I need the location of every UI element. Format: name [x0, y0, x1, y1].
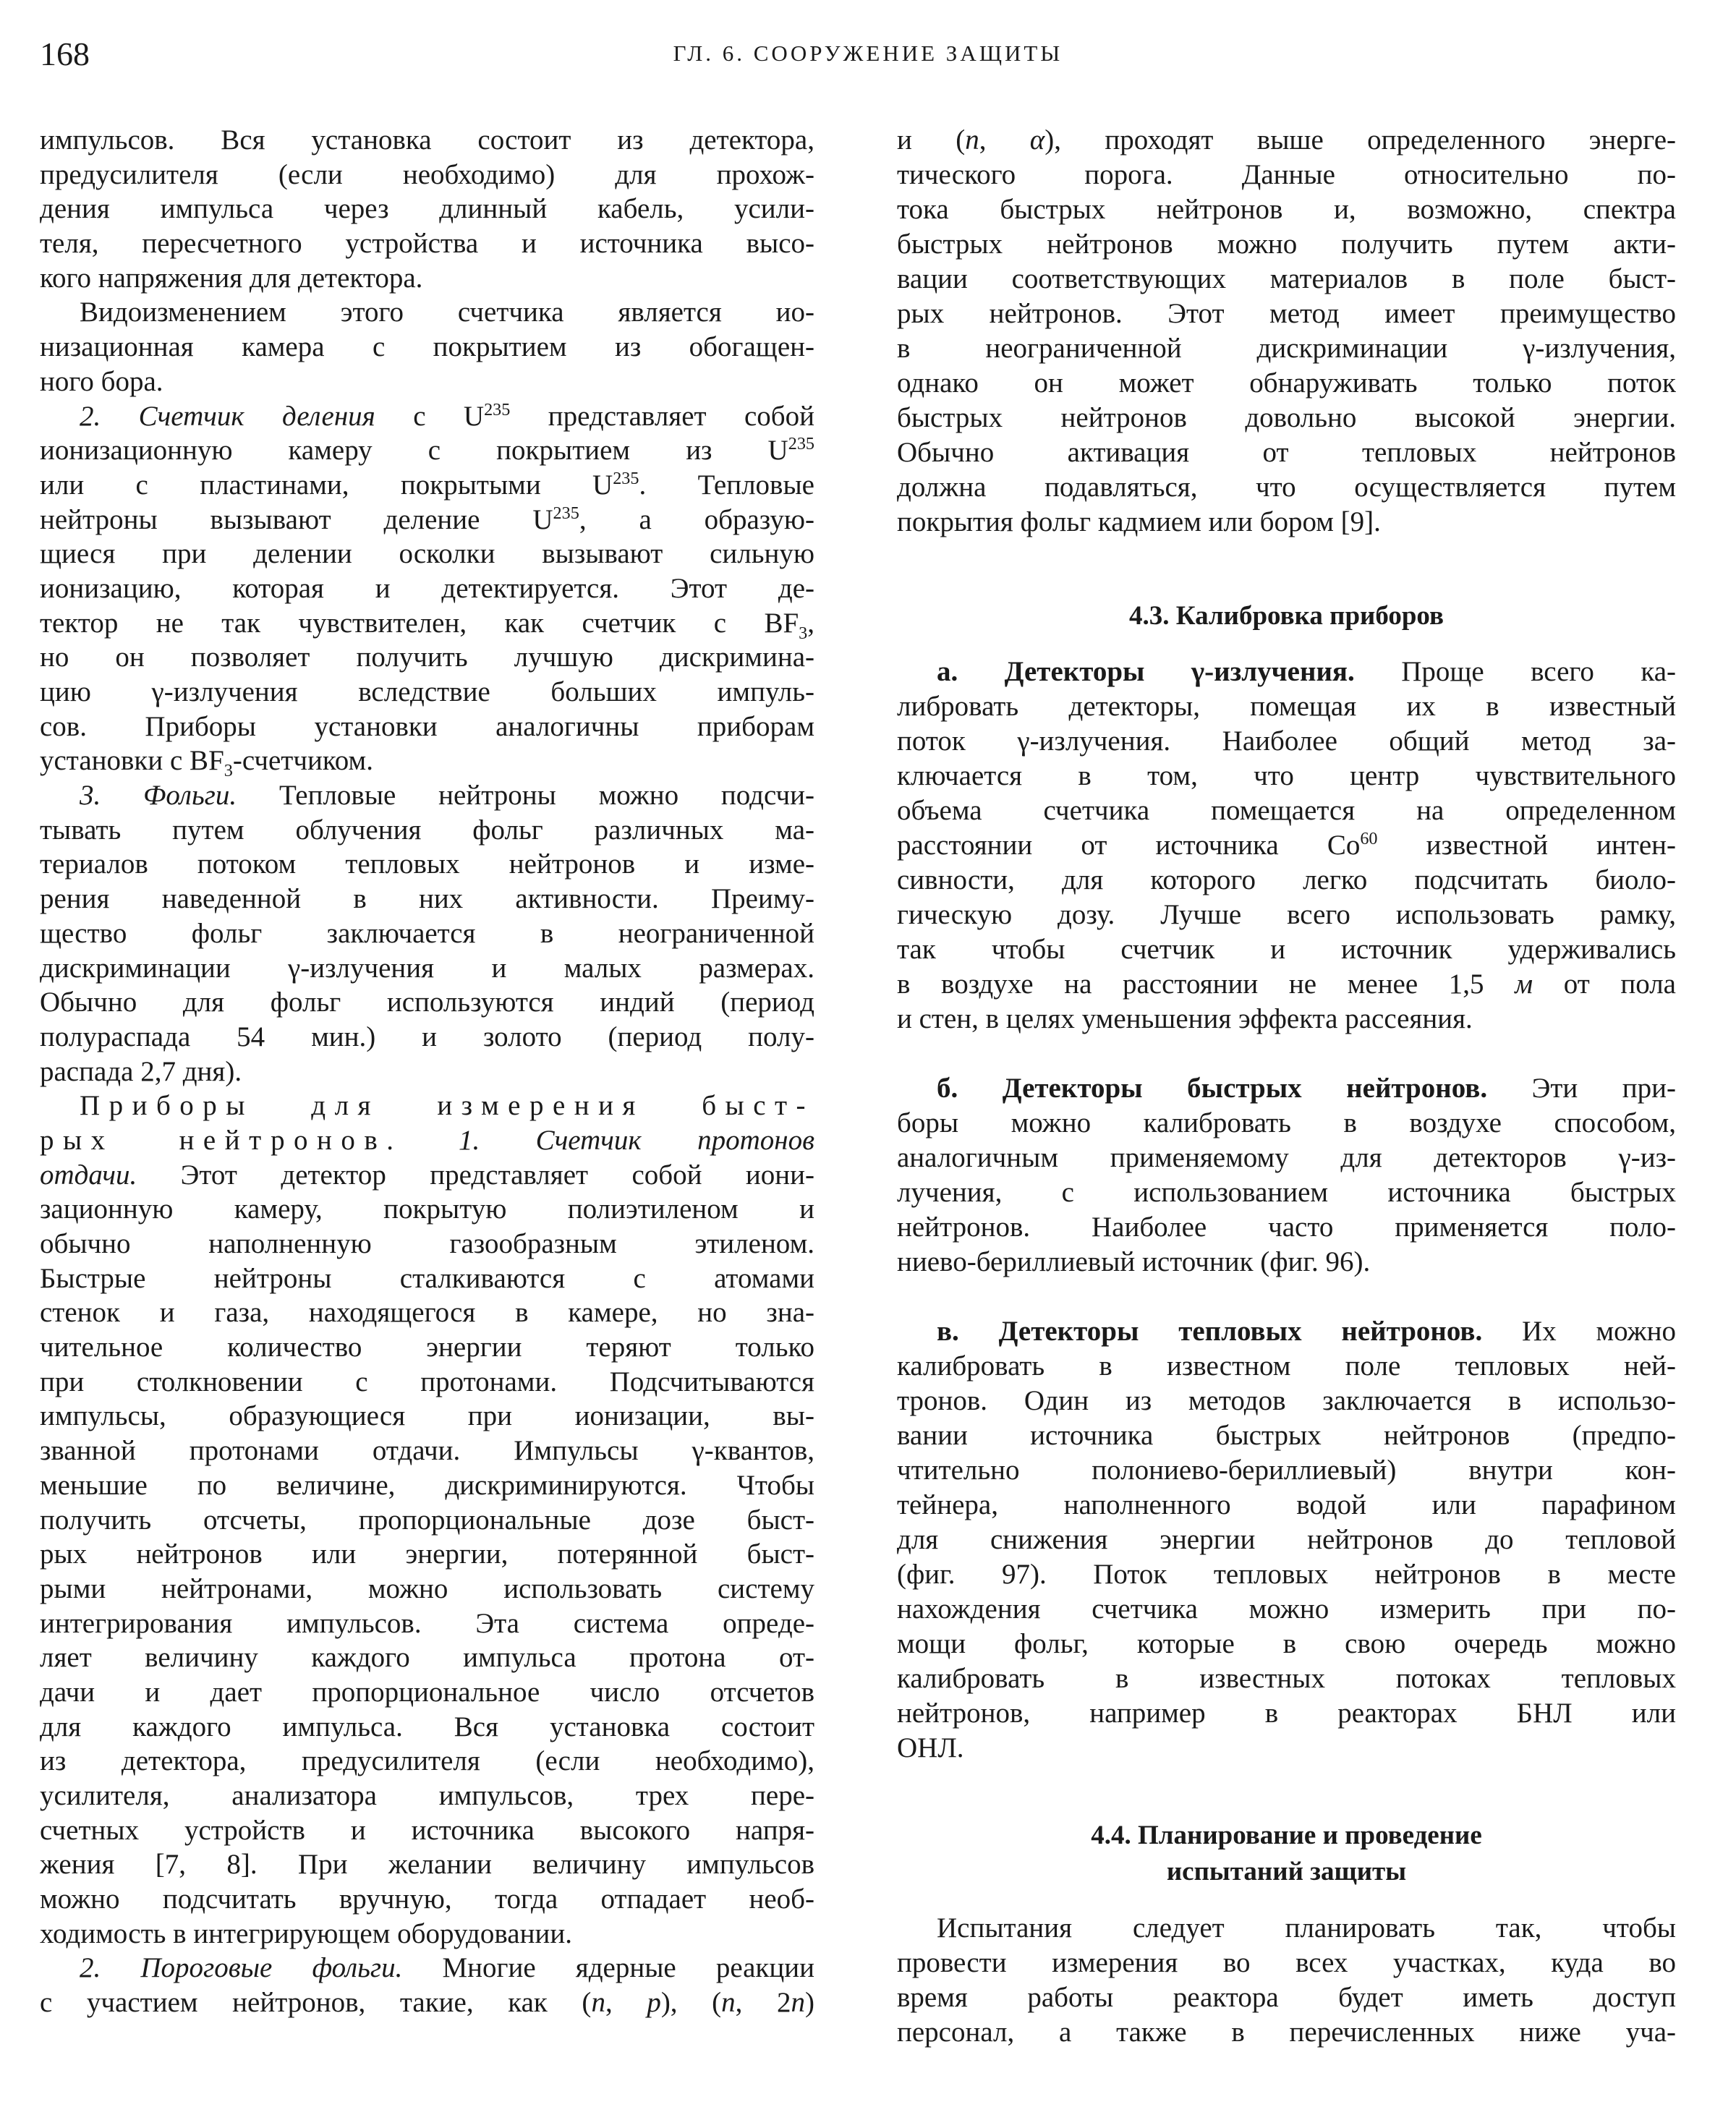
text-line — [40, 571, 814, 606]
text-segment: быстрых нейтронов довольно высокой энергии. — [897, 402, 1676, 433]
text-segment: можно подсчитать вручную, тогда отпадает необ- — [40, 1883, 814, 1915]
text-segment: Испытания следует планировать так, чтобы — [937, 1912, 1676, 1944]
section-heading-4-4-line1: 4.4. Планирование и проведение — [1091, 1821, 1482, 1850]
text-segment: Обычно для фольг используются индий (период — [40, 987, 814, 1018]
text-segment: 3 — [799, 623, 808, 641]
text-line — [40, 882, 814, 916]
text-line — [897, 1002, 1676, 1037]
text-line — [897, 1946, 1676, 1980]
text-segment: но он позволяет получить лучшую дискримина- — [40, 642, 814, 673]
text-segment: калибровать в известных потоках тепловых — [897, 1663, 1676, 1694]
text-line — [897, 470, 1676, 505]
text-segment: щество фольг заключается в неограниченной — [40, 917, 814, 949]
text-line — [40, 330, 814, 365]
text-segment: меньшие по величине, дискриминируются. Чтобы — [40, 1469, 814, 1501]
text-segment: вании источника быстрых нейтронов (предпо- — [897, 1420, 1676, 1451]
text-line — [40, 744, 814, 778]
text-line — [897, 1141, 1676, 1175]
right-paragraph-thermal-neutron-detectors — [897, 1314, 1676, 1766]
text-line — [40, 1330, 814, 1365]
text-line — [40, 710, 814, 744]
text-segment: щиеся при делении осколки вызывают сильную — [40, 538, 814, 570]
text-segment: от пола — [1533, 969, 1676, 1000]
text-segment: , — [979, 124, 1030, 156]
text-line — [40, 1985, 814, 2020]
text-segment: расстоянии от источника Co — [897, 830, 1361, 861]
text-line — [897, 1245, 1676, 1280]
text-segment: импульсов. Вся установка состоит из детектора, — [40, 124, 814, 156]
text-line — [897, 1488, 1676, 1523]
text-line — [40, 813, 814, 848]
text-segment: вации соответствующих материалов в поле быст- — [897, 263, 1676, 294]
text-segment: боры можно калибровать в воздухе способом, — [897, 1107, 1676, 1138]
text-line — [897, 1349, 1676, 1384]
text-segment: м — [1515, 969, 1533, 1000]
text-line — [40, 1847, 814, 1882]
text-line — [897, 1911, 1676, 1946]
text-segment: калибровать в известном поле тепловых ней- — [897, 1350, 1676, 1382]
text-segment: представляет собой — [510, 400, 814, 432]
text-line — [40, 847, 814, 882]
text-segment: дения импульса через длинный кабель, усили- — [40, 193, 814, 225]
text-segment: ОНЛ. — [897, 1732, 964, 1763]
text-line — [897, 1627, 1676, 1661]
text-line — [897, 1106, 1676, 1141]
text-segment: жения [7, 8]. При желании величину импульсов — [40, 1849, 814, 1881]
text-segment: нейтроны вызывают деление U — [40, 503, 553, 535]
text-line — [40, 295, 814, 330]
text-line — [897, 1418, 1676, 1453]
text-segment: нейтронов. Наиболее часто применяется поло- — [897, 1212, 1676, 1243]
text-segment: 3 — [224, 761, 233, 779]
right-paragraph-fast-neutron-detectors — [897, 1071, 1676, 1280]
text-segment: ниево-бериллиевый источник (фиг. 96). — [897, 1246, 1371, 1277]
text-segment: а. Детекторы γ-излучения. — [937, 656, 1355, 687]
text-segment: Проще всего ка- — [1354, 656, 1676, 687]
text-segment: ного бора. — [40, 365, 163, 397]
text-line — [897, 505, 1676, 540]
text-segment: распада 2,7 дня). — [40, 1055, 242, 1087]
text-segment: n — [591, 1987, 605, 2019]
text-segment: рыми нейтронами, можно использовать систему — [40, 1572, 814, 1604]
text-segment: чительное количество энергии теряют только — [40, 1332, 814, 1363]
text-segment: сов. Приборы установки аналогичны приборам — [40, 710, 814, 742]
text-line — [897, 297, 1676, 331]
text-segment: обычно наполненную газообразным этиленом. — [40, 1228, 814, 1259]
section-heading-4-4-line2: испытаний защиты — [1166, 1857, 1407, 1886]
text-segment: териалов потоком тепловых нейтронов и изме- — [40, 848, 814, 880]
text-segment: тектор не так чувствителен, как счетчик с BF — [40, 607, 799, 639]
text-line — [40, 1744, 814, 1779]
text-segment: тейнера, наполненного водой или парафином — [897, 1489, 1676, 1520]
text-line — [40, 640, 814, 675]
text-segment: , а образую- — [579, 503, 814, 535]
text-segment: дискриминации γ-излучения и малых размерах. — [40, 952, 814, 984]
text-line — [897, 366, 1676, 401]
text-segment: покрытия фольг кадмием или бором [9]. — [897, 506, 1381, 537]
text-segment: (фиг. 97). Поток тепловых нейтронов в месте — [897, 1559, 1676, 1590]
text-line — [897, 655, 1676, 689]
text-segment: 2. Счетчик деления — [80, 400, 375, 432]
text-segment: , — [807, 607, 814, 639]
text-segment: в неограниченной дискриминации γ-излучения, — [897, 333, 1676, 364]
text-line — [40, 916, 814, 951]
text-segment: 1. Счетчик протонов — [458, 1124, 814, 1156]
text-line — [40, 1089, 814, 1123]
text-segment: либровать детекторы, помещая их в известный — [897, 691, 1676, 722]
text-segment: получить отсчеты, пропорциональные дозе быст- — [40, 1504, 814, 1536]
text-segment: Видоизменением этого счетчика является ио- — [80, 297, 814, 328]
text-line — [897, 1071, 1676, 1106]
text-line — [897, 1980, 1676, 2015]
text-segment: ляет величину каждого импульса протона от- — [40, 1642, 814, 1674]
text-line — [40, 226, 814, 261]
text-segment: 2. Пороговые фольги. — [80, 1952, 403, 1984]
text-segment: тока быстрых нейтронов и, возможно, спектра — [897, 194, 1676, 225]
text-line — [897, 227, 1676, 262]
text-line — [40, 433, 814, 468]
text-line — [40, 537, 814, 571]
right-paragraph-gamma-detectors — [897, 655, 1676, 1037]
text-segment: с U — [375, 400, 485, 432]
text-segment: званной протонами отдачи. Импульсы γ-квантов, — [40, 1435, 814, 1467]
text-segment: однако он может обнаруживать только поток — [897, 367, 1676, 399]
text-segment: низационная камера с покрытием из обогащен- — [40, 331, 814, 363]
text-line — [897, 2015, 1676, 2050]
text-line — [897, 1731, 1676, 1766]
text-line — [40, 1261, 814, 1296]
text-segment: рения наведенной в них активности. Преиму- — [40, 883, 814, 915]
text-segment: тического порога. Данные относительно по- — [897, 159, 1676, 190]
text-segment: сивности, для которого легко подсчитать биоло- — [897, 864, 1676, 895]
text-line — [40, 1192, 814, 1227]
text-line — [40, 1917, 814, 1951]
text-segment: для снижения энергии нейтронов до тепловой — [897, 1524, 1676, 1555]
text-segment: и ( — [897, 124, 966, 156]
text-segment — [403, 1125, 459, 1156]
text-segment: из детектора, предусилителя (если необходимо), — [40, 1745, 814, 1777]
text-line — [40, 261, 814, 296]
text-segment: время работы реактора будет иметь доступ — [897, 1982, 1676, 2013]
text-segment: поток γ-излучения. Наиболее общий метод за- — [897, 725, 1676, 757]
text-segment: теля, пересчетного устройства и источника высо- — [40, 228, 814, 260]
text-line — [897, 1523, 1676, 1557]
text-segment: так чтобы счетчик и источник удерживались — [897, 934, 1676, 965]
text-segment: объема счетчика помещается на определенном — [897, 795, 1676, 826]
text-segment: тронов. Один из методов заключается в использо- — [897, 1385, 1676, 1416]
text-segment: ), проходят выше определенного энерге- — [1044, 124, 1676, 156]
text-line — [897, 1592, 1676, 1627]
left-column — [40, 123, 814, 2020]
right-paragraph-threshold-foils — [897, 123, 1676, 540]
text-segment: -счетчиком. — [232, 745, 373, 777]
text-line — [40, 1227, 814, 1261]
text-line — [40, 1434, 814, 1468]
text-segment: дачи и дает пропорциональное число отсчетов — [40, 1676, 814, 1708]
text-line — [40, 1468, 814, 1503]
text-segment: при столкновении с протонами. Подсчитываются — [40, 1366, 814, 1397]
text-line — [40, 1295, 814, 1330]
text-line — [40, 985, 814, 1020]
text-segment: n — [965, 124, 979, 156]
text-line — [40, 778, 814, 813]
text-segment: 235 — [484, 399, 511, 420]
text-line — [897, 932, 1676, 967]
text-segment: Быстрые нейтроны сталкиваются с атомами — [40, 1262, 814, 1294]
text-line — [897, 435, 1676, 470]
text-line — [40, 1813, 814, 1848]
text-line — [40, 1779, 814, 1813]
text-segment: зационную камеру, покрытую полиэтиленом и — [40, 1193, 814, 1225]
text-segment: отдачи. — [40, 1159, 137, 1191]
text-segment: интегрирования импульсов. Эта система опреде- — [40, 1607, 814, 1639]
text-segment: Их можно — [1482, 1316, 1676, 1347]
text-segment: 235 — [788, 434, 814, 454]
text-line — [40, 158, 814, 192]
text-line — [897, 262, 1676, 297]
text-segment: или с пластинами, покрытыми U — [40, 469, 613, 501]
text-segment: ионизационную камеру с покрытием из U — [40, 435, 788, 467]
text-line — [897, 123, 1676, 158]
text-line — [40, 123, 814, 158]
text-segment: чтительно полониево-бериллиевый) внутри кон- — [897, 1455, 1676, 1486]
text-segment: импульсы, образующиеся при ионизации, вы- — [40, 1400, 814, 1432]
text-line — [40, 1365, 814, 1400]
running-title: ГЛ. 6. СООРУЖЕНИЕ ЗАЩИТЫ — [673, 41, 1063, 66]
text-line — [40, 675, 814, 710]
text-line — [897, 401, 1676, 435]
text-segment: гическую дозу. Лучше всего использовать рамку, — [897, 899, 1676, 930]
text-segment: и стен, в целях уменьшения эффекта рассеяния. — [897, 1003, 1473, 1034]
text-line — [897, 967, 1676, 1002]
text-line — [40, 1710, 814, 1745]
text-segment: ходимость в интегрирующем оборудовании. — [40, 1917, 572, 1949]
text-line — [897, 1314, 1676, 1349]
text-line — [40, 503, 814, 537]
text-line — [897, 1453, 1676, 1488]
text-segment: полураспада 54 мин.) и золото (период полу- — [40, 1021, 814, 1052]
text-segment: , 2 — [735, 1987, 791, 2019]
text-segment: счетных устройств и источника высокого напря- — [40, 1814, 814, 1846]
text-line — [897, 1210, 1676, 1245]
text-segment: в. Детекторы тепловых нейтронов. — [937, 1316, 1483, 1347]
text-segment: 3. Фольги. — [80, 780, 237, 812]
text-segment: рых нейтронов. Этот метод имеет преимущество — [897, 298, 1676, 329]
right-paragraph-testing — [897, 1911, 1676, 2050]
text-line — [40, 1503, 814, 1538]
page-number: 168 — [40, 35, 90, 72]
text-segment: . Тепловые — [639, 469, 814, 501]
text-segment: рых нейтронов. — [40, 1124, 403, 1156]
text-line — [40, 1537, 814, 1572]
text-segment: Приборы для измерения быст- — [80, 1090, 814, 1122]
text-segment: стенок и газа, находящегося в камере, но зна- — [40, 1297, 814, 1329]
text-line — [40, 1675, 814, 1710]
text-line — [897, 863, 1676, 898]
text-segment: нейтронов, например в реакторах БНЛ или — [897, 1698, 1676, 1729]
text-line — [897, 1557, 1676, 1592]
text-segment: кого напряжения для детектора. — [40, 262, 423, 294]
text-line — [40, 1158, 814, 1193]
text-line — [897, 1696, 1676, 1731]
text-segment: тывать путем облучения фольг различных ма- — [40, 814, 814, 846]
text-segment: мощи фольг, которые в свою очередь можно — [897, 1628, 1676, 1659]
text-segment: должна подавляться, что осуществляется путем — [897, 472, 1676, 503]
text-segment: быстрых нейтронов можно получить путем акти- — [897, 229, 1676, 260]
text-line — [40, 468, 814, 503]
text-segment: Этот детектор представляет собой иони- — [137, 1159, 814, 1191]
text-line — [40, 1123, 814, 1158]
text-segment: предусилителя (если необходимо) для прохож- — [40, 158, 814, 190]
text-segment: провести измерения во всех участках, куда во — [897, 1947, 1676, 1978]
text-line — [897, 689, 1676, 724]
text-segment: p — [647, 1987, 661, 2019]
text-segment: в воздухе на расстоянии не менее 1,5 — [897, 969, 1515, 1000]
text-segment: лучения, с использованием источника быстрых — [897, 1177, 1676, 1208]
text-line — [40, 1640, 814, 1675]
text-segment: 60 — [1360, 829, 1378, 848]
text-segment: , — [605, 1987, 647, 2019]
text-segment: усилителя, анализатора импульсов, трех пере- — [40, 1780, 814, 1811]
text-segment: нахождения счетчика можно измерить при по- — [897, 1593, 1676, 1625]
text-line — [40, 1572, 814, 1606]
text-line — [40, 365, 814, 399]
text-line — [897, 1175, 1676, 1210]
text-segment: 235 — [613, 468, 639, 488]
text-segment: рых нейтронов или энергии, потерянной быст- — [40, 1538, 814, 1570]
text-line — [897, 724, 1676, 759]
text-segment: персонал, а также в перечисленных ниже уча- — [897, 2017, 1676, 2048]
text-line — [40, 1882, 814, 1917]
text-segment: аналогичным применяемому для детекторов γ-из- — [897, 1142, 1676, 1173]
text-segment: ионизацию, которая и детектируется. Этот де- — [40, 572, 814, 604]
text-segment: ключается в том, что центр чувствительного — [897, 760, 1676, 791]
text-line — [897, 1661, 1676, 1696]
text-line — [897, 793, 1676, 828]
section-heading-4-3: 4.3. Калибровка приборов — [1128, 601, 1444, 631]
text-line — [40, 1055, 814, 1089]
text-line — [40, 951, 814, 986]
text-segment: ), ( — [660, 1987, 722, 2019]
text-segment: Обычно активация от тепловых нейтронов — [897, 437, 1676, 468]
text-segment: n — [721, 1987, 736, 2019]
text-line — [40, 192, 814, 226]
text-segment: цию γ-излучения вследствие больших импуль- — [40, 676, 814, 707]
text-line — [40, 399, 814, 434]
text-line — [40, 1399, 814, 1434]
text-segment: ) — [805, 1987, 814, 2019]
text-segment: известной интен- — [1377, 830, 1676, 861]
text-line — [897, 192, 1676, 227]
text-line — [897, 828, 1676, 863]
text-segment: Тепловые нейтроны можно подсчи- — [237, 780, 814, 812]
text-line — [40, 1020, 814, 1055]
text-line — [897, 1384, 1676, 1418]
text-segment: Эти при- — [1487, 1073, 1676, 1104]
text-segment: n — [791, 1987, 806, 2019]
text-segment: α — [1029, 124, 1045, 156]
text-line — [40, 1606, 814, 1641]
text-segment: Многие ядерные реакции — [402, 1952, 814, 1984]
text-segment: для каждого импульса. Вся установка состоит — [40, 1711, 814, 1742]
text-line — [897, 158, 1676, 192]
text-line — [897, 898, 1676, 932]
text-line — [897, 759, 1676, 793]
text-segment: 235 — [553, 503, 579, 523]
text-line — [40, 1951, 814, 1985]
text-segment: установки с BF — [40, 745, 224, 777]
text-segment: б. Детекторы быстрых нейтронов. — [937, 1073, 1488, 1104]
text-segment: с участием нейтронов, такие, как ( — [40, 1987, 592, 2019]
text-line — [897, 331, 1676, 366]
text-line — [40, 606, 814, 641]
